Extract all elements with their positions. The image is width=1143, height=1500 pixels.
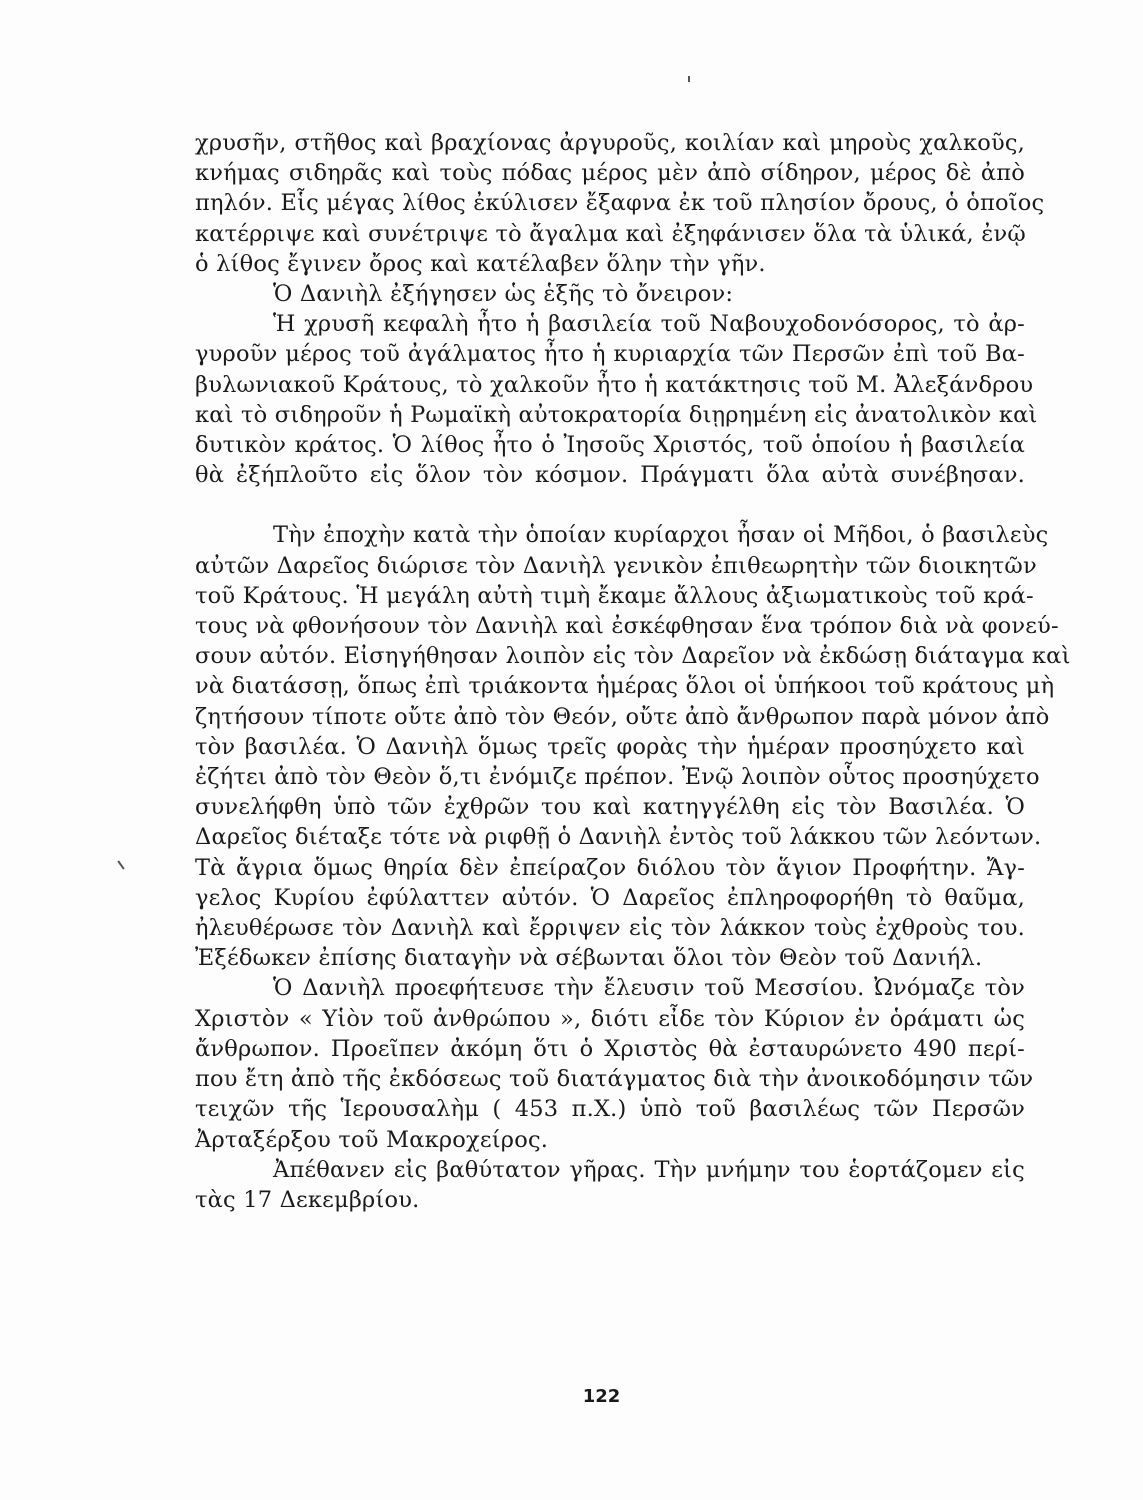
text-line: Ἀπέθανεν εἰς βαθύτατον γῆρας. Τὴν μνήμην του ἑορτάζομεν εἰς	[273, 1156, 1025, 1183]
text-line: γελος Κυρίου ἐφύλαττεν αὐτόν. Ὁ Δαρεῖος ἐπληροφορήθη τὸ θαῦμα,	[195, 884, 1025, 911]
text-line: γυροῦν μέρος τοῦ ἀγάλματος ἦτο ἡ κυριαρχία τῶν Περσῶν ἐπὶ τοῦ Βα-	[195, 341, 1025, 368]
text-line: που ἔτη ἀπὸ τῆς ἐκδόσεως τοῦ διατάγματος διὰ τὴν ἀνοικοδόμησιν τῶν	[195, 1066, 1034, 1093]
paragraph-2	[195, 279, 1025, 309]
text-line: Χριστὸν « Υἱὸν τοῦ ἀνθρώπου », διότι εἶδε τὸν Κύριον ἐν ὁράματι ὡς	[195, 1005, 1025, 1032]
text-line: συνελήφθη ὑπὸ τῶν ἐχθρῶν του καὶ κατηγγέλθη εἰς τὸν Βασιλέα. Ὁ	[195, 794, 1025, 821]
paragraph-3	[195, 309, 1038, 490]
text-line: ζητήσουν τίποτε οὔτε ἀπὸ τὸν Θεόν, οὔτε ἀπὸ ἄνθρωπον παρὰ μόνον ἀπὸ	[195, 703, 1050, 730]
text-line: Δαρεῖος διέταξε τότε νὰ ριφθῇ ὁ Δανιὴλ ἐντὸς τοῦ λάκκου τῶν λεόντων.	[195, 824, 1042, 851]
text-line: κατέρριψε καὶ συνέτριψε τὸ ἄγαλμα καὶ ἐξηφάνισεν ὅλα τὰ ὑλικά, ἐνῷ	[195, 220, 1026, 247]
text-line: βυλωνιακοῦ Κράτους, τὸ χαλκοῦν ἦτο ἡ κατάκτησις τοῦ Μ. Ἀλεξάνδρου	[195, 371, 1034, 398]
text-line: Τὴν ἐποχὴν κατὰ τὴν ὁποίαν κυρίαρχοι ἦσαν οἱ Μῆδοι, ὁ βασιλεὺς	[273, 522, 1049, 549]
text-line: τὸν βασιλέα. Ὁ Δανιὴλ ὅμως τρεῖς φορὰς τὴν ἡμέραν προσηύχετο καὶ	[195, 733, 1025, 760]
text-line: τειχῶν τῆς Ἱερουσαλὴμ ( 453 π.Χ.) ὑπὸ τοῦ βασιλέως τῶν Περσῶν	[195, 1096, 1025, 1123]
scan-speck	[688, 76, 690, 82]
paragraph-5	[195, 973, 1034, 1154]
scan-speck	[117, 860, 124, 869]
text-line: τὰς 17 Δεκεμβρίου.	[195, 1186, 420, 1213]
page-number: 122	[582, 1386, 621, 1407]
text-line: νὰ διατάσσῃ, ὅπως ἐπὶ τριάκοντα ἡμέρας ὅλοι οἱ ὑπήκοοι τοῦ κράτους μὴ	[195, 673, 1055, 700]
paragraph-4	[195, 520, 1071, 973]
text-line: χρυσῆν, στῆθος καὶ βραχίονας ἀργυροῦς, κοιλίαν καὶ μηροὺς χαλκοῦς,	[195, 130, 1025, 156]
text-line: ἠλευθέρωσε τὸν Δανιὴλ καὶ ἔρριψεν εἰς τὸν λάκκον τοὺς ἐχθροὺς του.	[195, 915, 1025, 942]
text-line: κνήμας σιδηρᾶς καὶ τοὺς πόδας μέρος μὲν ἀπὸ σίδηρον, μέρος δὲ ἀπὸ	[195, 160, 1025, 187]
text-line: Τὰ ἄγρια ὅμως θηρία δὲν ἐπείραζον διόλου τὸν ἅγιον Προφήτην. Ἄγ-	[195, 854, 1025, 881]
text-line: ἐζήτει ἀπὸ τὸν Θεὸν ὅ,τι ἐνόμιζε πρέπον. Ἐνῷ λοιπὸν οὗτος προσηύχετο	[195, 764, 1040, 791]
text-line: ὁ λίθος ἔγινεν ὄρος καὶ κατέλαβεν ὅλην τὴν γῆν.	[195, 250, 766, 277]
text-line: τους νὰ φθονήσουν τὸν Δανιὴλ καὶ ἐσκέφθησαν ἕνα τρόπον διὰ νὰ φονεύ-	[195, 613, 1059, 640]
text-line: δυτικὸν κράτος. Ὁ λίθος ἦτο ὁ Ἰησοῦς Χριστός, τοῦ ὁποίου ἡ βασιλεία	[195, 432, 1025, 459]
text-line: Ὁ Δανιὴλ προεφήτευσε τὴν ἔλευσιν τοῦ Μεσσίου. Ὠνόμαζε τὸν	[273, 975, 1025, 1002]
text-line: πηλόν. Εἷς μέγας λίθος ἐκύλισεν ἔξαφνα ἐκ τοῦ πλησίον ὄρους, ὁ ὁποῖος	[195, 190, 1045, 217]
paragraph-1	[195, 128, 1045, 279]
text-line: αὐτῶν Δαρεῖος διώρισε τὸν Δανιὴλ γενικὸν ἐπιθεωρητὴν τῶν διοικητῶν	[195, 552, 1037, 579]
text-line: καὶ τὸ σιδηροῦν ἡ Ρωμαϊκὴ αὐτοκρατορία διῃρημένη εἰς ἀνατολικὸν καὶ	[195, 401, 1038, 428]
paragraph-gap	[195, 490, 1025, 520]
text-line: τοῦ Κράτους. Ἡ μεγάλη αὐτὴ τιμὴ ἔκαμε ἄλλους ἀξιωματικοὺς τοῦ κρά-	[195, 582, 1034, 609]
body-text	[195, 128, 1071, 1215]
text-line: Ἡ χρυσῆ κεφαλὴ ἦτο ἡ βασιλεία τοῦ Ναβουχοδονόσορος, τὸ ἀρ-	[273, 311, 1025, 338]
text-line: Ἀρταξέρξου τοῦ Μακροχείρος.	[195, 1126, 549, 1153]
text-line: ἄνθρωπον. Προεῖπεν ἀκόμη ὅτι ὁ Χριστὸς θὰ ἐσταυρώνετο 490 περί-	[195, 1035, 1025, 1062]
text-line: Ὁ Δανιὴλ ἐξήγησεν ὡς ἑξῆς τὸ ὄνειρον:	[273, 281, 734, 308]
text-line: σουν αὐτόν. Εἰσηγήθησαν λοιπὸν εἰς τὸν Δαρεῖον νὰ ἐκδώσῃ διάταγμα καὶ	[195, 643, 1071, 670]
text-line: Ἐξέδωκεν ἐπίσης διαταγὴν νὰ σέβωνται ὅλοι τὸν Θεὸν τοῦ Δανιήλ.	[195, 945, 983, 972]
text-line: θὰ ἐξήπλοῦτο εἰς ὅλον τὸν κόσμον. Πράγματι ὅλα αὐτὰ συνέβησαν.	[195, 462, 1025, 489]
paragraph-6	[195, 1155, 1025, 1215]
